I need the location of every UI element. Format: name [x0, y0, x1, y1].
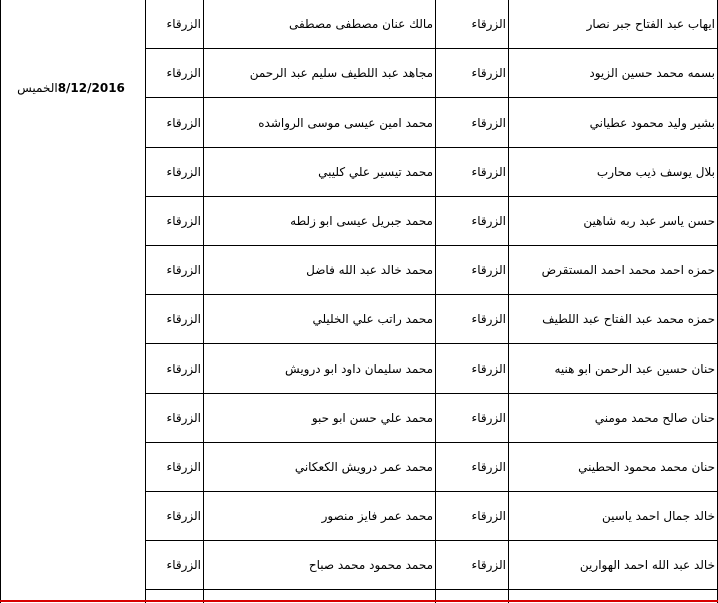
city-cell-left: الزرقاء — [166, 263, 201, 277]
name-cell-right: خالد عبد الله احمد الهوارين — [579, 558, 715, 572]
name-cell-left: محمد سليمان داود ابو درويش — [285, 361, 433, 376]
name-cell-right: حنان صالح محمد مومني — [594, 411, 715, 425]
name-cell-right: حنان محمد محمود الحطيني — [578, 460, 715, 474]
city-cell-left: الزرقاء — [166, 165, 201, 179]
name-cell-left: محمد محمود محمد صباح — [308, 558, 433, 572]
name-cell-left: محمد عمر درويش الكعكاني — [294, 460, 433, 474]
date-value: 8/12/2016 — [57, 81, 125, 95]
grid-line — [0, 0, 1, 603]
city-cell-left: الزرقاء — [166, 17, 201, 31]
city-cell-right: الزرقاء — [471, 411, 506, 425]
name-cell-right: بسمه محمد حسين الزيود — [589, 66, 715, 80]
city-cell-left: الزرقاء — [166, 214, 201, 228]
city-cell-right: الزرقاء — [471, 361, 506, 376]
city-cell-right: الزرقاء — [471, 460, 506, 474]
city-cell-right: الزرقاء — [471, 558, 506, 572]
name-cell-right: خالد جمال احمد ياسين — [602, 509, 715, 523]
city-cell-left: الزرقاء — [166, 66, 201, 80]
city-cell-left: الزرقاء — [166, 411, 201, 425]
name-cell-left: محمد راتب علي الخليلي — [312, 312, 433, 326]
grid-line — [145, 589, 718, 590]
city-cell-right: الزرقاء — [471, 17, 506, 31]
city-cell-left: الزرقاء — [166, 115, 201, 130]
city-cell-right: الزرقاء — [471, 263, 506, 277]
city-cell-right: الزرقاء — [471, 115, 506, 130]
date-cell — [2, 76, 144, 100]
city-cell-right: الزرقاء — [471, 312, 506, 326]
city-cell-right: الزرقاء — [471, 214, 506, 228]
name-cell-right: حنان حسين عبد الرحمن ابو هنيه — [554, 361, 715, 376]
name-cell-left: محمد جبريل عيسى ابو زلطه — [290, 214, 433, 228]
city-cell-left: الزرقاء — [166, 460, 201, 474]
city-cell-left: الزرقاء — [166, 509, 201, 523]
name-cell-right: حمزه احمد محمد احمد المستقرض — [541, 263, 715, 277]
name-cell-left: محمد امين عيسى موسى الرواشده — [258, 115, 433, 130]
city-cell-left: الزرقاء — [166, 312, 201, 326]
city-cell-right: الزرقاء — [471, 165, 506, 179]
name-cell-right: بشير وليد محمود عطياني — [589, 115, 715, 130]
name-cell-right: حسن ياسر عبد ربه شاهين — [583, 214, 715, 228]
city-cell-right: الزرقاء — [471, 509, 506, 523]
name-cell-right: حمزه محمد عبد الفتاح عبد اللطيف — [542, 312, 715, 326]
day-label: الخميس — [17, 81, 58, 95]
name-cell-left: مجاهد عبد اللطيف سليم عبد الرحمن — [249, 66, 433, 80]
name-cell-left: مالك عنان مصطفى مصطفى — [288, 17, 433, 31]
city-cell-right: الزرقاء — [471, 66, 506, 80]
name-cell-left: محمد علي حسن ابو حبو — [311, 411, 433, 425]
name-cell-right: ايهاب عبد الفتاح جبر نصار — [586, 17, 715, 31]
name-cell-left: محمد عمر فايز منصور — [321, 509, 433, 523]
name-cell-left: محمد تيسير علي كليبي — [318, 165, 433, 179]
name-cell-left: محمد خالد عبد الله فاضل — [306, 263, 433, 277]
name-cell-right: بلال يوسف ذيب محارب — [596, 165, 715, 179]
city-cell-left: الزرقاء — [166, 558, 201, 572]
city-cell-left: الزرقاء — [166, 361, 201, 376]
page-break-line — [0, 600, 718, 602]
